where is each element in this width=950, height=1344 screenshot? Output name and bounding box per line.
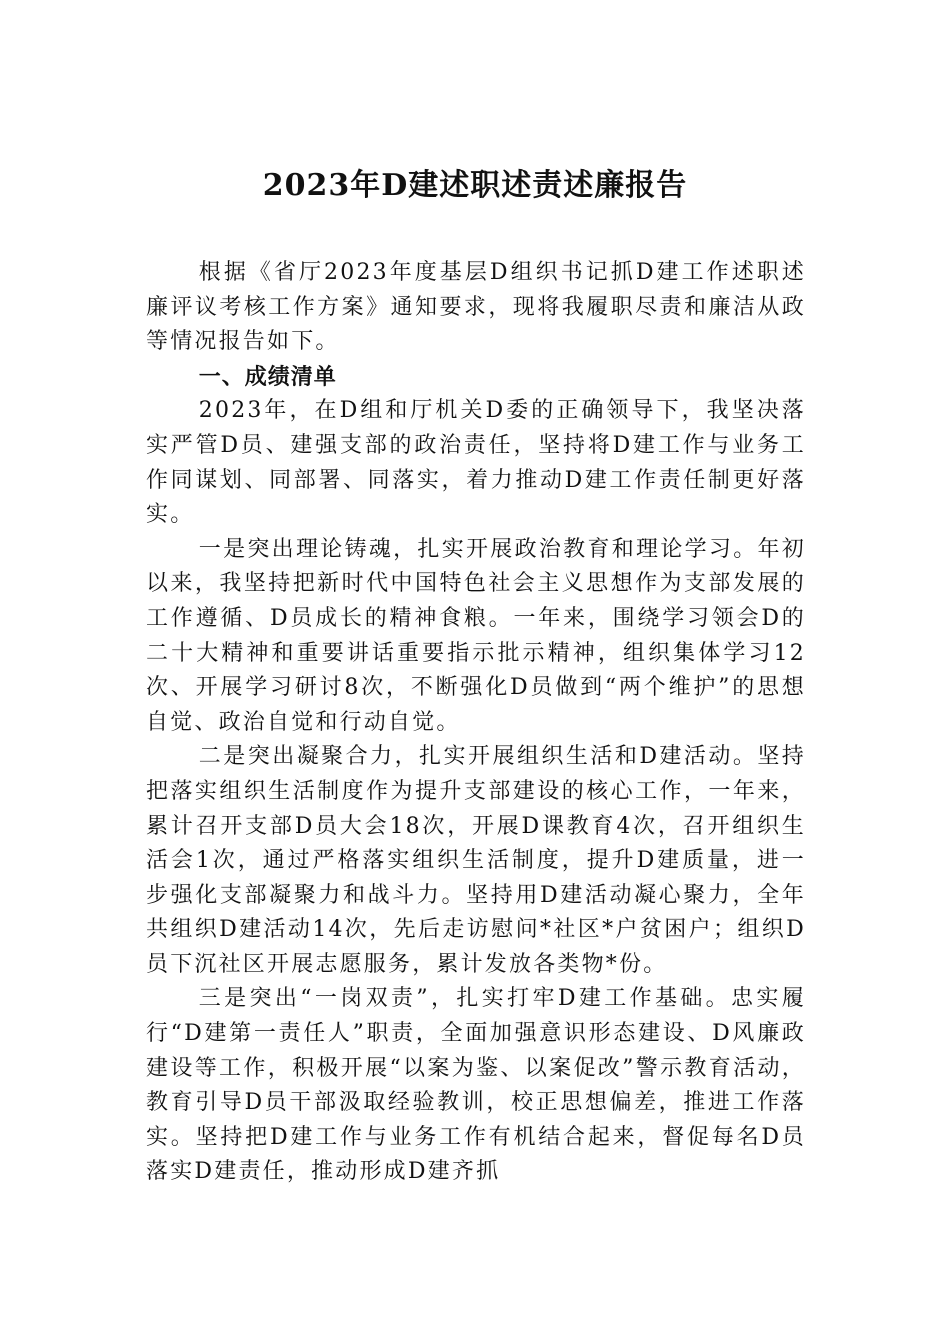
body-paragraph: 一是突出理论铸魂，扎实开展政治教育和理论学习。年初以来，我坚持把新时代中国特色社会主义思想作为支部发展的工作遵循、D员成长的精神食粮。一年来，围绕学习领会D的二十大精神和重要讲话重要指示批示精神，组织集体学习12次、开展学习研讨8次，不断强化D员做到“两个维护”的思想自觉、政治自觉和行动自觉。 — [146, 536, 806, 735]
document-title: 2023年D建述职述责述廉报告 — [262, 168, 688, 203]
section-heading: 一、成绩清单 — [198, 363, 337, 390]
body-paragraph: 三是突出“一岗双责”，扎实打牢D建工作基础。忠实履行“D建第一责任人”职责，全面加强意识形态建设、D风廉政建设等工作，积极开展“以案为鉴、以案促改”警示教育活动，教育引导D员干部汲取经验教训，校正思想偏差，推进工作落实。坚持把D建工作与业务工作有机结合起来，督促每名D员落实D建责任，推动形成D建齐抓 — [146, 986, 806, 1185]
body-paragraph: 二是突出凝聚合力，扎实开展组织生活和D建活动。坚持把落实组织生活制度作为提升支部建设的核心工作，一年来，累计召开支部D员大会18次，开展D课教育4次，召开组织生活会1次，通过严格落实组织生活制度，提升D建质量，进一步强化支部凝聚力和战斗力。坚持用D建活动凝心聚力，全年共组织D建活动14次，先后走访慰问*社区*户贫困户；组织D员下沉社区开展志愿服务，累计发放各类物*份。 — [146, 744, 806, 977]
document-body — [146, 256, 806, 1190]
body-paragraph: 2023年，在D组和厅机关D委的正确领导下，我坚决落实严管D员、建强支部的政治责任，坚持将D建工作与业务工作同谋划、同部署、同落实，着力推动D建工作责任制更好落实。 — [146, 398, 806, 528]
intro-paragraph: 根据《省厅2023年度基层D组织书记抓D建工作述职述廉评议考核工作方案》通知要求，现将我履职尽责和廉洁从政等情况报告如下。 — [146, 260, 806, 355]
